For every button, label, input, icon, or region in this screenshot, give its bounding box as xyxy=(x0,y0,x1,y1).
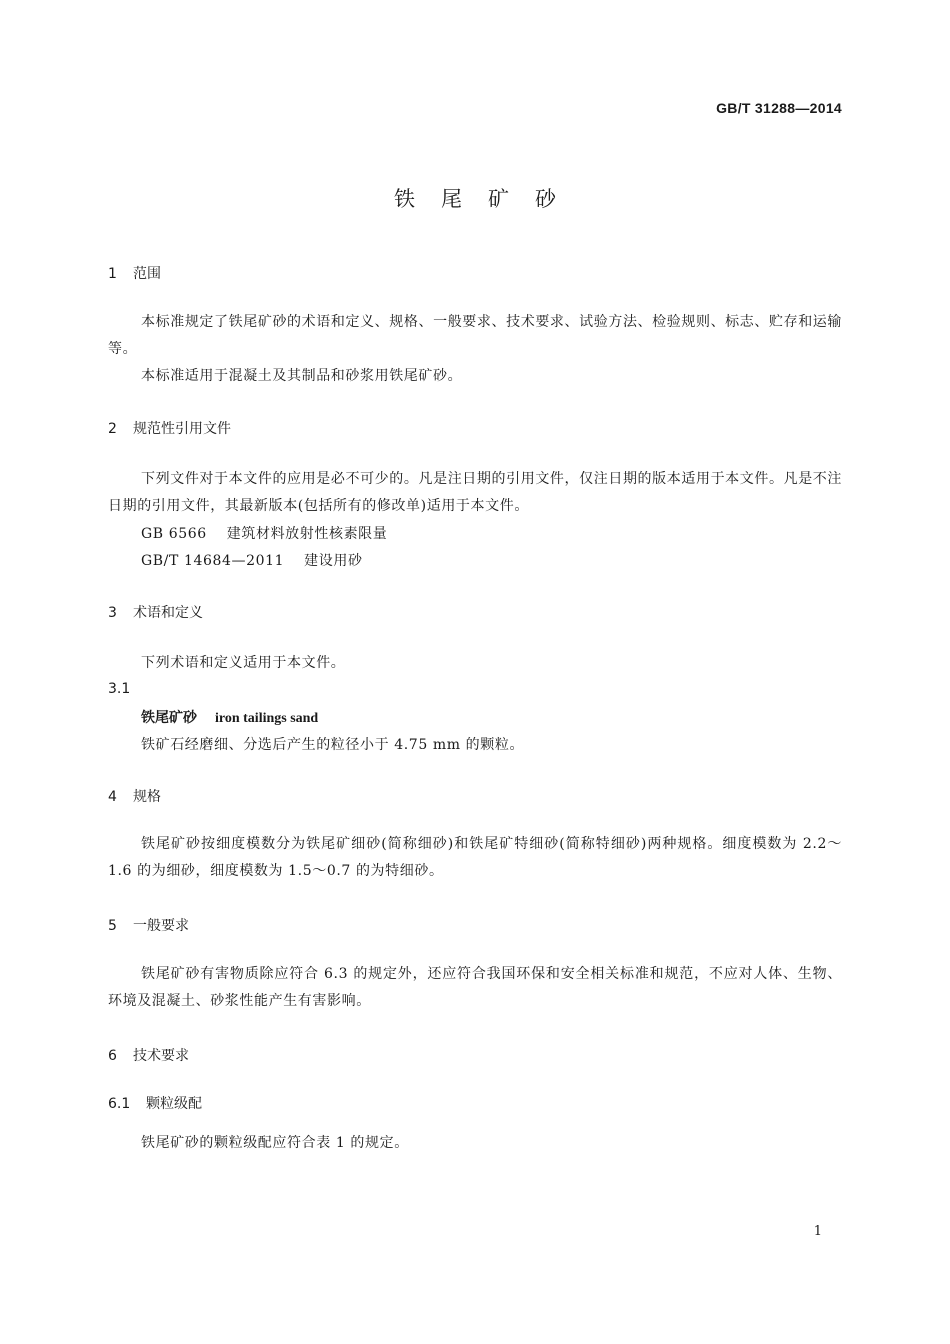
document-title: 铁尾矿砂 xyxy=(394,187,582,211)
section-title: 规范性引用文件 xyxy=(133,421,231,437)
section-2-heading xyxy=(108,418,231,438)
page-number: 1 xyxy=(813,1224,822,1239)
subsection-number: 6.1 xyxy=(108,1096,131,1112)
section-number: 1 xyxy=(108,266,117,282)
section-5-heading xyxy=(108,915,189,935)
paragraph: 本标准规定了铁尾矿砂的术语和定义、规格、一般要求、技术要求、试验方法、检验规则、标志、贮存和运输等。 xyxy=(108,314,842,357)
section-6-heading xyxy=(108,1045,189,1065)
term-english: iron tailings sand xyxy=(215,711,319,726)
standard-code: GB/T 31288—2014 xyxy=(716,100,842,116)
section-1-heading xyxy=(108,263,161,283)
paragraph: 铁尾矿砂有害物质除应符合 6.3 的规定外，还应符合我国环保和安全相关标准和规范，不应对人体、生物、环境及混凝土、砂浆性能产生有害影响。 xyxy=(108,966,842,1009)
reference-name: 建设用砂 xyxy=(304,553,363,569)
term-name xyxy=(141,707,318,727)
section-title: 规格 xyxy=(133,789,161,805)
reference-code: GB/T 14684—2011 xyxy=(141,553,285,569)
section-3-heading xyxy=(108,602,203,622)
paragraph: 铁尾矿砂按细度模数分为铁尾矿细砂(简称细砂)和铁尾矿特细砂(简称特细砂)两种规格。细度模数为 2.2～1.6 的为细砂，细度模数为 1.5～0.7 的为特细砂。 xyxy=(108,836,842,879)
subsection-title: 颗粒级配 xyxy=(146,1096,202,1112)
section-number: 4 xyxy=(108,789,117,805)
section-number: 5 xyxy=(108,918,117,934)
section-title: 范围 xyxy=(133,266,161,282)
paragraph: 铁尾矿砂的颗粒级配应符合表 1 的规定。 xyxy=(141,1135,409,1151)
paragraph: 下列术语和定义适用于本文件。 xyxy=(141,655,346,671)
section-number: 6 xyxy=(108,1048,117,1064)
term-definition: 铁矿石经磨细、分选后产生的粒径小于 4.75 mm 的颗粒。 xyxy=(141,737,525,753)
term-number: 3.1 xyxy=(108,681,131,697)
term-chinese: 铁尾矿砂 xyxy=(141,710,197,726)
reference-item xyxy=(141,550,363,570)
paragraph: 本标准适用于混凝土及其制品和砂浆用铁尾矿砂。 xyxy=(141,368,463,384)
reference-item xyxy=(141,523,387,543)
section-number: 3 xyxy=(108,605,117,621)
subsection-6-1-heading xyxy=(108,1093,202,1113)
section-number: 2 xyxy=(108,421,117,437)
reference-name: 建筑材料放射性核素限量 xyxy=(226,526,388,542)
reference-code: GB 6566 xyxy=(141,526,207,542)
paragraph: 下列文件对于本文件的应用是必不可少的。凡是注日期的引用文件，仅注日期的版本适用于本文件。凡是不注日期的引用文件，其最新版本(包括所有的修改单)适用于本文件。 xyxy=(108,471,842,514)
section-title: 术语和定义 xyxy=(133,605,203,621)
section-title: 技术要求 xyxy=(133,1048,189,1064)
section-title: 一般要求 xyxy=(133,918,189,934)
section-4-heading xyxy=(108,786,161,806)
